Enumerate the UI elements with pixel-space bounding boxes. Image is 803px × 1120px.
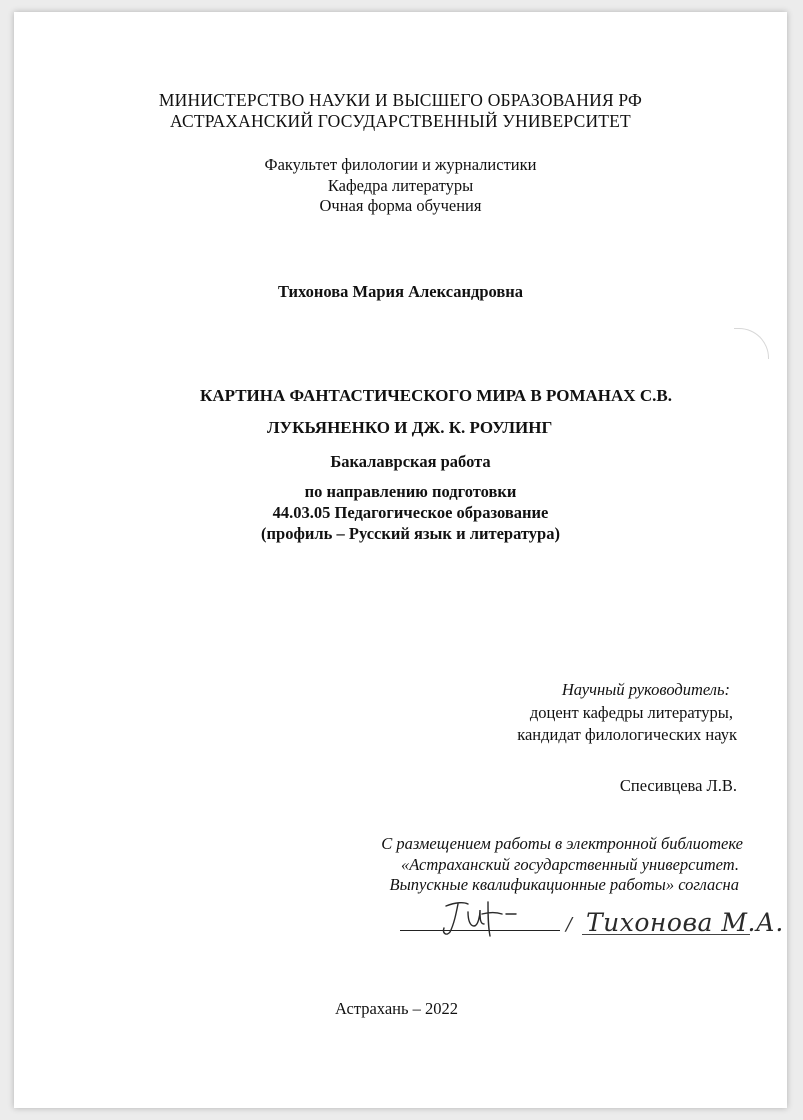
supervisor-heading: Научный руководитель: — [561, 680, 730, 699]
ministry-heading: МИНИСТЕРСТВО НАУКИ И ВЫСШЕГО ОБРАЗОВАНИЯ РФ — [158, 90, 643, 110]
supervisor-position: доцент кафедры литературы, — [529, 703, 733, 722]
direction-line-3: (профиль – Русский язык и литература) — [261, 524, 560, 543]
name-underline — [582, 934, 750, 935]
supervisor-degree: кандидат филологических наук — [517, 725, 737, 744]
thesis-title-line-1: КАРТИНА ФАНТАСТИЧЕСКОГО МИРА В РОМАНАХ С.В. — [200, 386, 672, 405]
direction-line-1: по направлению подготовки — [304, 482, 517, 501]
supervisor-name: Спесивцева Л.В. — [619, 776, 737, 795]
signature-separator: / — [566, 914, 573, 935]
signature-scribble — [434, 892, 524, 942]
thesis-title-line-2: ЛУКЬЯНЕНКО И ДЖ. К. РОУЛИНГ — [267, 418, 553, 437]
direction-line-2: 44.03.05 Педагогическое образование — [272, 503, 549, 522]
faculty-name: Факультет филологии и журналистики — [264, 155, 537, 174]
page-curl-mark — [734, 328, 769, 359]
work-type: Бакалаврская работа — [330, 452, 491, 471]
handwritten-name: Тихонова М.А. — [586, 908, 784, 937]
city-year: Астрахань – 2022 — [334, 999, 459, 1018]
author-name: Тихонова Мария Александровна — [277, 282, 524, 301]
consent-line-1: С размещением работы в электронной библиотеке — [381, 834, 743, 853]
university-heading: АСТРАХАНСКИЙ ГОСУДАРСТВЕННЫЙ УНИВЕРСИТЕТ — [170, 111, 631, 131]
consent-line-2: «Астраханский государственный университет. — [400, 855, 739, 874]
study-form: Очная форма обучения — [319, 196, 482, 215]
department-name: Кафедра литературы — [327, 176, 474, 195]
consent-line-3: Выпускные квалификационные работы» согласна — [389, 875, 739, 894]
document-page — [14, 12, 787, 1108]
